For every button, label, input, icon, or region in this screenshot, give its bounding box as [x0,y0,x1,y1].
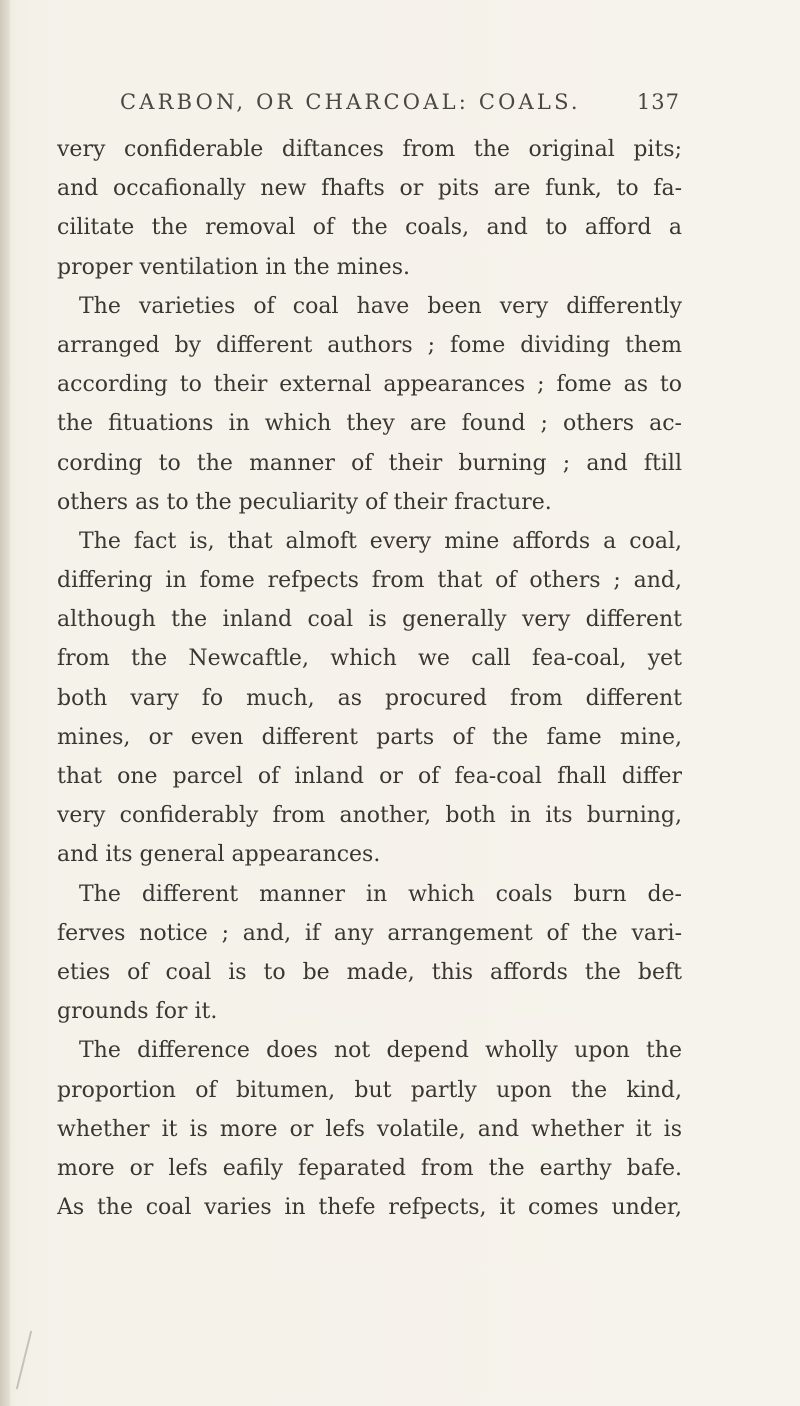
text-line: and its general appearances. [57,842,381,868]
page-number: 137 [636,90,680,114]
page-binding-edge [0,0,10,1406]
text-line: cilitate the removal of the coals, and to afford a [57,215,682,241]
text-line: very confiderable diftances from the original pits; [57,137,682,162]
text-line: The difference does not depend wholly upon the [79,1038,682,1064]
text-line: from the Newcaftle, which we call fea-coal, yet [57,646,682,672]
text-line: eties of coal is to be made, this affords the beft [57,959,682,985]
text-line: arranged by different authors ; fome dividing them [57,332,682,358]
text-line: The fact is, that almoft every mine affords a coal, [79,528,682,554]
text-line: others as to the peculiarity of their fracture. [57,489,552,515]
text-line: cording to the manner of their burning ; and ftill [57,450,682,476]
text-line: As the coal varies in thefe refpects, it comes under, [57,1195,682,1221]
text-line: whether it is more or lefs volatile, and whether it is [57,1116,682,1142]
text-line: mines, or even different parts of the fame mine, [57,724,682,750]
paper-mark [16,1331,32,1390]
text-line: although the inland coal is generally very different [57,607,682,633]
running-header [120,90,680,120]
running-title: CARBON, OR CHARCOAL: COALS. [120,90,581,114]
text-line: ferves notice ; and, if any arrangement of the vari- [57,920,682,946]
text-line: both vary fo much, as procured from different [57,685,682,711]
text-line: proper ventilation in the mines. [57,254,410,280]
text-line: The varieties of coal have been very differently [79,293,682,319]
text-line: differing in fome refpects from that of others ; and, [57,568,682,594]
text-line: according to their external appearances ; fome as to [57,372,682,398]
text-line: the fituations in which they are found ; others ac- [57,411,682,437]
body-text [57,130,682,1227]
text-line: proportion of bitumen, but partly upon the kind, [57,1077,682,1103]
text-line: very confiderably from another, both in its burning, [57,803,682,829]
text-line: grounds for it. [57,999,218,1025]
text-line: The different manner in which coals burn de- [79,881,682,907]
text-line: and occafionally new fhafts or pits are funk, to fa- [57,176,682,202]
text-line: more or lefs eafily feparated from the earthy bafe. [57,1155,682,1181]
text-line: that one parcel of inland or of fea-coal fhall differ [57,764,682,789]
